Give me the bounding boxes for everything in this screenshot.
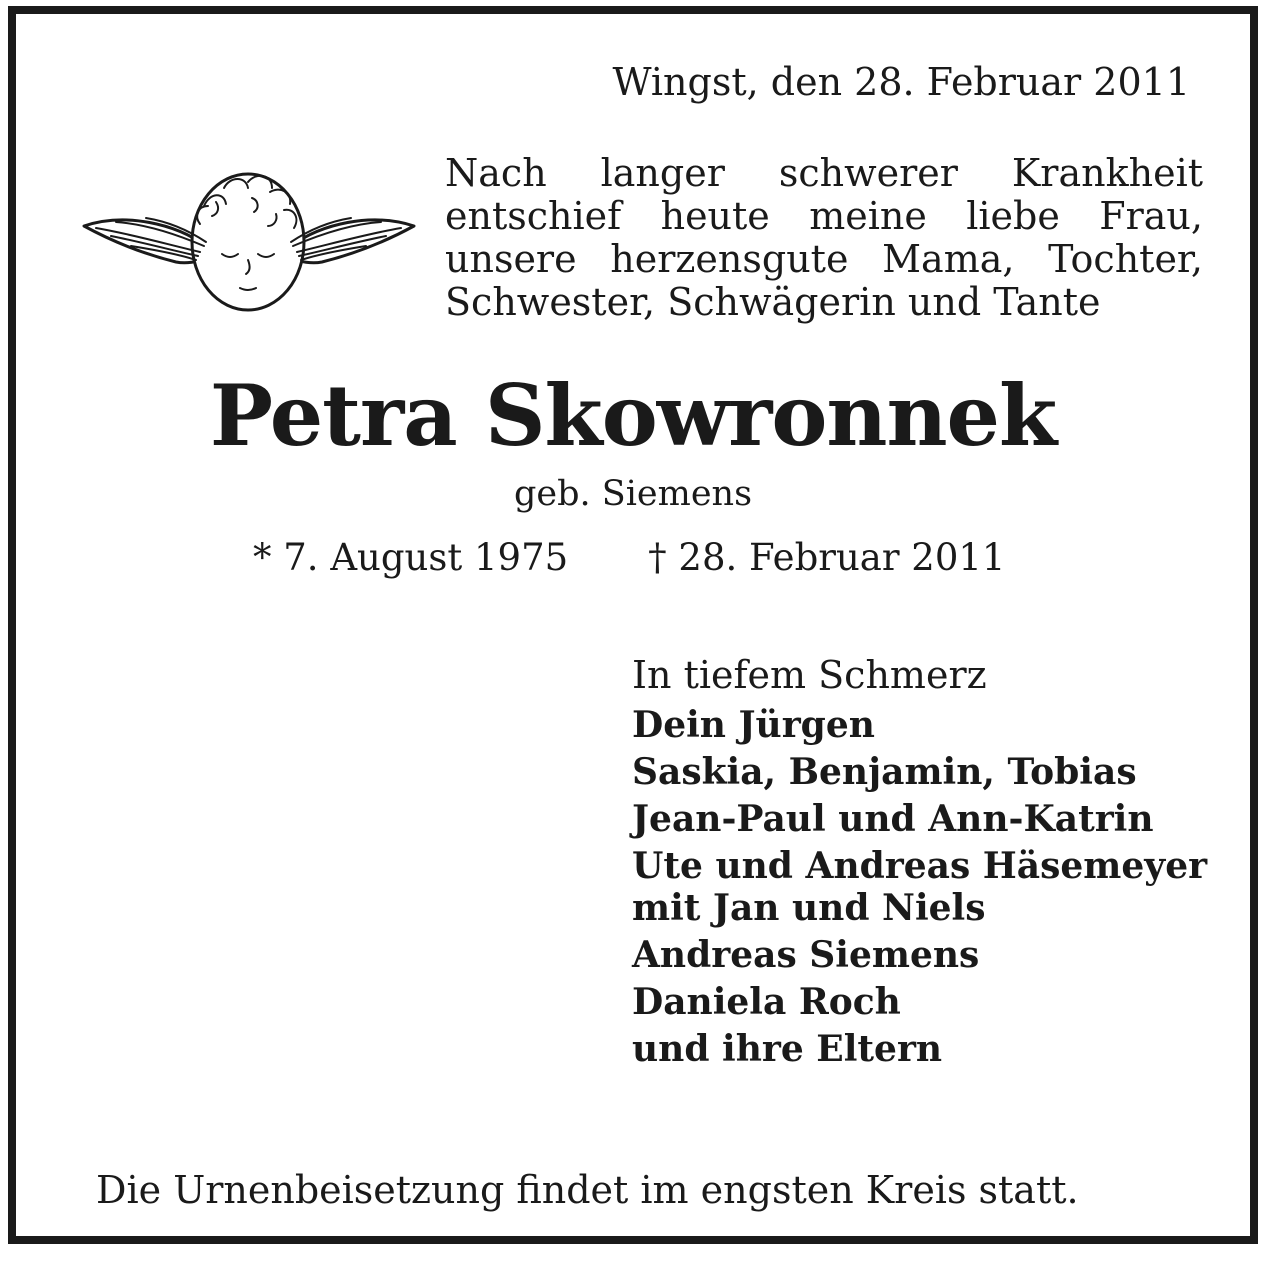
mourner-entry	[632, 981, 1252, 1023]
intro-line: entschief heute meine liebe Frau,	[445, 194, 1203, 238]
mourner-entry	[632, 934, 1252, 976]
deceased-name: Petra Skowronnek	[209, 366, 1057, 465]
mourners-block	[632, 651, 1252, 1070]
mourner-line: Jean-Paul und Ann-Katrin	[632, 798, 1154, 840]
mourner-line: Saskia, Benjamin, Tobias	[632, 751, 1137, 793]
intro-line: unsere herzensgute Mama, Tochter,	[445, 237, 1203, 281]
intro-line: Schwester, Schwägerin und Tante	[445, 280, 1101, 324]
obituary-notice	[8, 6, 1258, 1244]
maiden-name: geb. Siemens	[513, 474, 753, 514]
mourner-entry	[632, 798, 1252, 840]
mourner-entry	[632, 1028, 1252, 1070]
death-date: † 28. Februar 2011	[648, 536, 1006, 579]
life-dates	[253, 534, 1005, 582]
mourner-line: Ute und Andreas Häsemeyer	[632, 845, 1208, 887]
mourner-line: Dein Jürgen	[632, 704, 875, 746]
intro-line: Nach langer schwerer Krankheit	[445, 151, 1203, 195]
mourner-entry	[632, 845, 1252, 929]
mourning-lead: In tiefem Schmerz	[632, 653, 987, 697]
mourner-entry	[632, 704, 1252, 746]
mourner-line: Andreas Siemens	[632, 934, 980, 976]
mourner-entry	[632, 751, 1252, 793]
birth-date: * 7. August 1975	[253, 536, 569, 579]
mourner-line: mit Jan und Niels	[632, 887, 986, 929]
place-date: Wingst, den 28. Februar 2011	[612, 60, 1190, 104]
mourner-line: und ihre Eltern	[632, 1028, 943, 1070]
funeral-note: Die Urnenbeisetzung findet im engsten Kreis statt.	[96, 1168, 1079, 1212]
cherub-angel-icon	[76, 154, 421, 314]
mourner-line: Daniela Roch	[632, 981, 901, 1023]
intro-text	[445, 152, 1203, 324]
